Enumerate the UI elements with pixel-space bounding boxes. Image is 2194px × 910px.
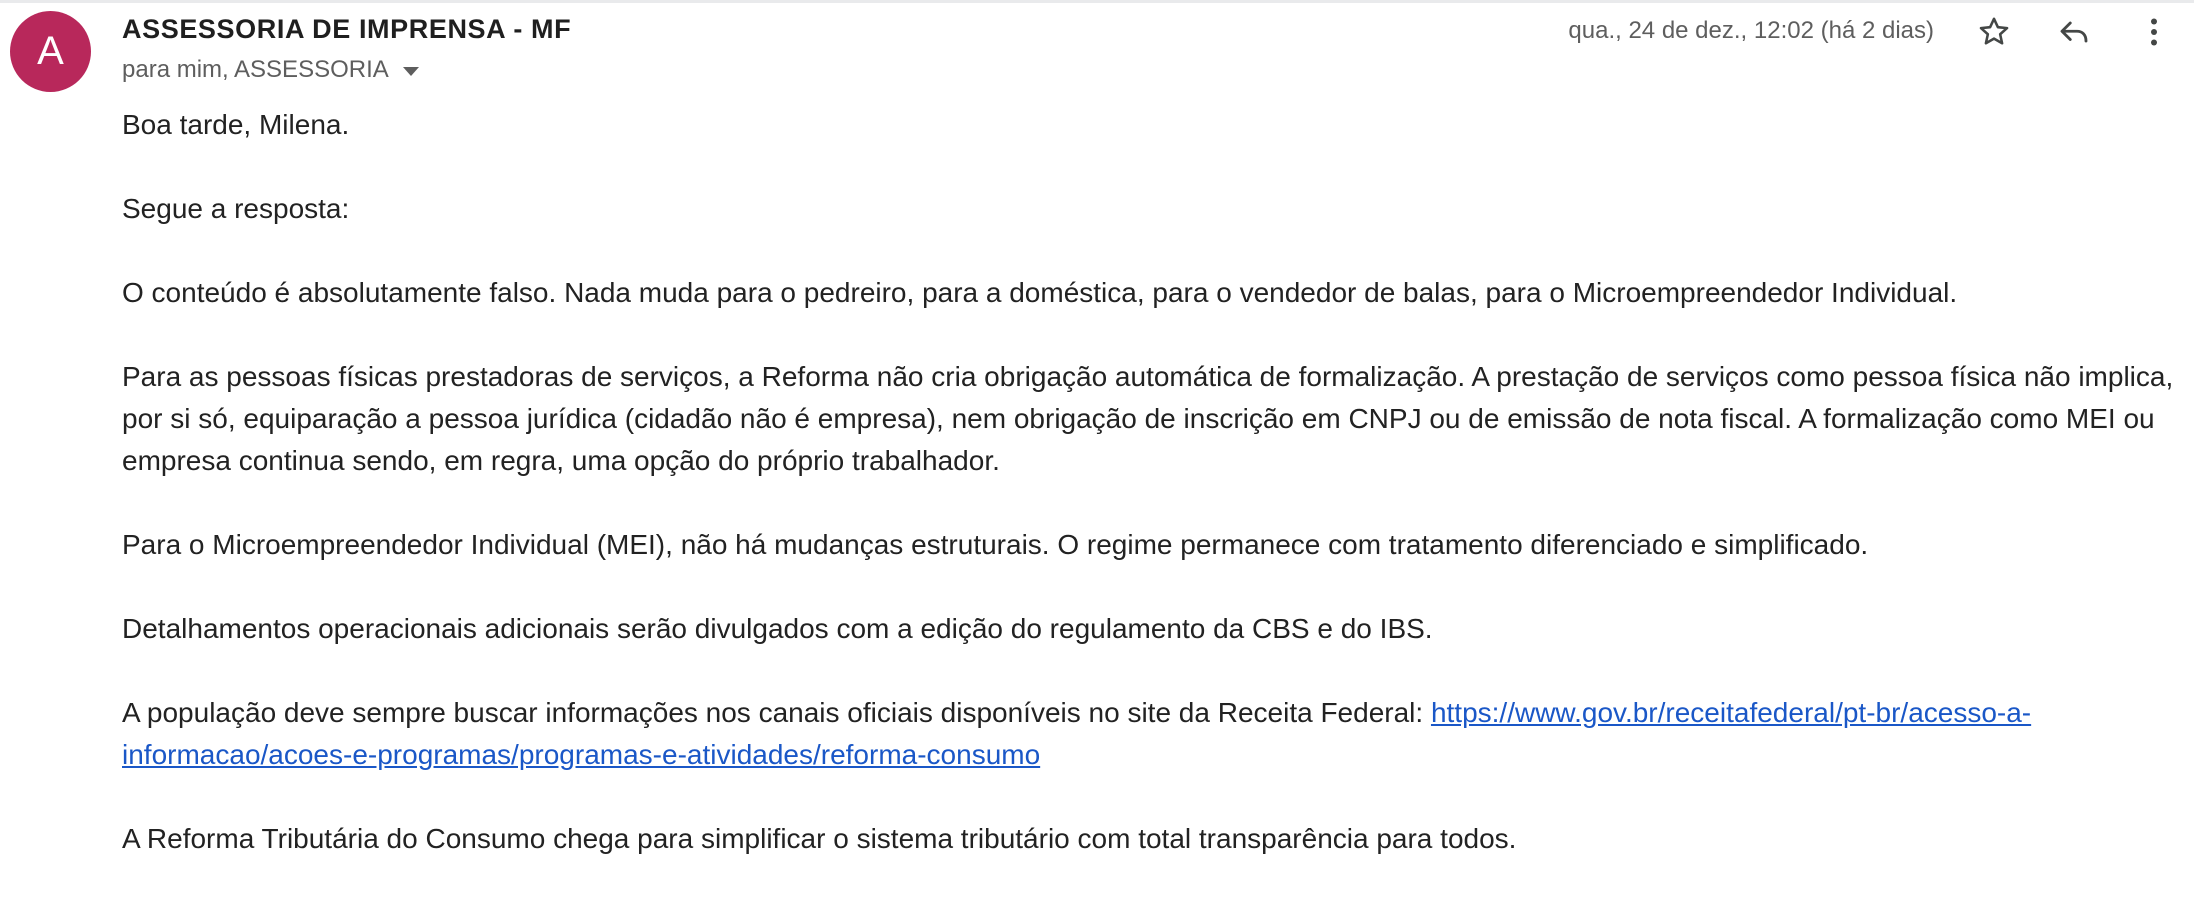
email-paragraph-1: O conteúdo é absolutamente falso. Nada muda para o pedreiro, para a doméstica, para o vendedor de balas, para o Microempreendedor Individual. bbox=[122, 277, 1958, 308]
top-divider bbox=[0, 0, 2194, 3]
more-vert-icon bbox=[2136, 14, 2172, 50]
receita-federal-link[interactable]: https://www.gov.br/receitafederal/pt-br/acesso-a-informacao/acoes-e-programas/programas-e-atividades/reforma-consumo bbox=[122, 697, 2032, 770]
more-options-button[interactable] bbox=[2132, 10, 2176, 54]
email-intro: Segue a resposta: bbox=[122, 193, 350, 224]
email-paragraph-5-text: A população deve sempre buscar informações nos canais oficiais disponíveis no site da Receita Federal: bbox=[122, 697, 1431, 728]
email-date: qua., 24 de dez., 12:02 (há 2 dias) bbox=[1568, 17, 1934, 44]
email-greeting: Boa tarde, Milena. bbox=[122, 109, 350, 140]
chevron-down-icon[interactable] bbox=[403, 67, 419, 76]
avatar-letter: A bbox=[37, 29, 64, 73]
email-body bbox=[122, 104, 2177, 902]
email-paragraph-5 bbox=[122, 692, 2177, 776]
star-button[interactable] bbox=[1972, 10, 2016, 54]
email-paragraph-3: Para o Microempreendedor Individual (MEI), não há mudanças estruturais. O regime permanece com tratamento diferenciado e simplificado. bbox=[122, 529, 1869, 560]
sender-avatar[interactable] bbox=[10, 11, 91, 92]
sender-name[interactable]: ASSESSORIA DE IMPRENSA - MF bbox=[122, 14, 572, 44]
email-paragraph-2: Para as pessoas físicas prestadoras de serviços, a Reforma não cria obrigação automática de formalização. A prestação de serviços como pessoa física não implica, por si só, equiparação a pessoa jurídica (cidadão não é empresa), nem obrigação de inscrição em CNPJ ou de emissão de nota fiscal. A formalização como MEI ou empresa continua sendo, em regra, uma opção do próprio trabalhador. bbox=[122, 361, 2174, 476]
recipients-line[interactable] bbox=[122, 56, 419, 84]
email-paragraph-6: A Reforma Tributária do Consumo chega para simplificar o sistema tributário com total transparência para todos. bbox=[122, 823, 1517, 854]
email-paragraph-4: Detalhamentos operacionais adicionais serão divulgados com a edição do regulamento da CBS e do IBS. bbox=[122, 613, 1433, 644]
star-icon bbox=[1976, 14, 2012, 50]
recipients-text: para mim, ASSESSORIA bbox=[122, 56, 389, 83]
reply-button[interactable] bbox=[2052, 10, 2096, 54]
reply-icon bbox=[2056, 14, 2092, 50]
